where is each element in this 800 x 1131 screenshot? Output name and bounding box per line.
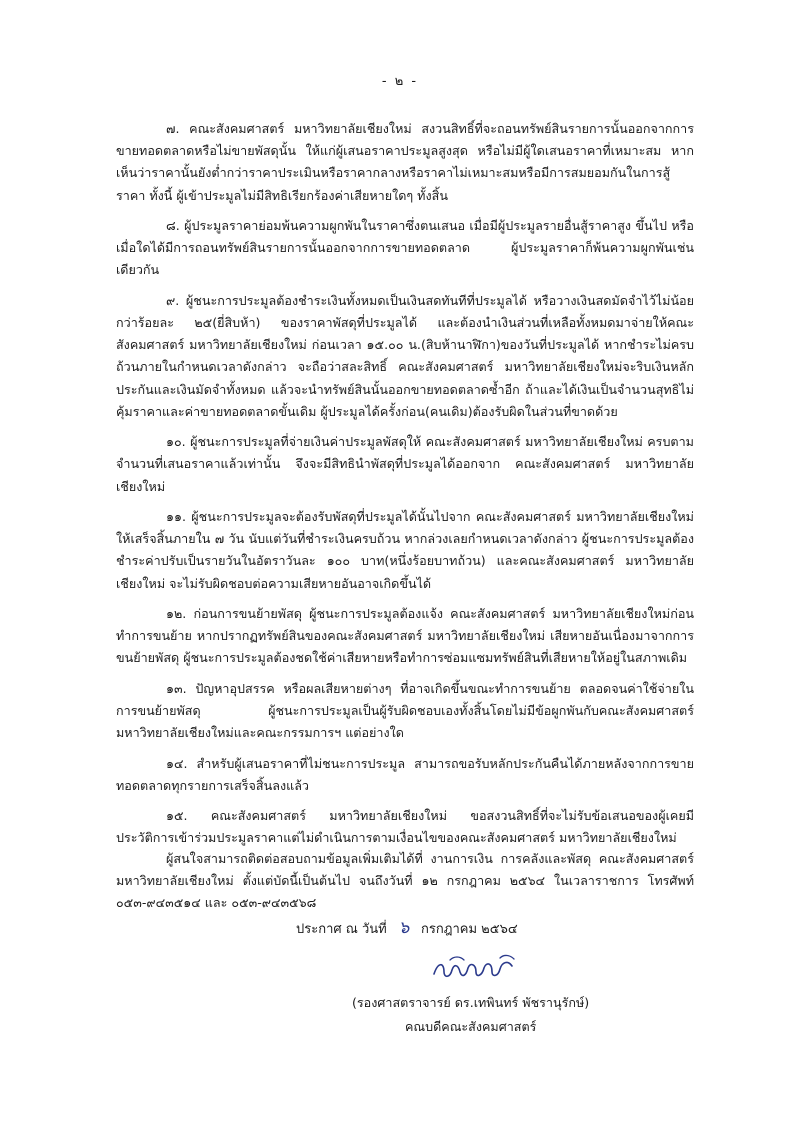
announcement-month-year: กรกฎาคม ๒๕๖๔ xyxy=(421,922,518,937)
condition-7: ๗. คณะสังคมศาสตร์ มหาวิทยาลัยเชียงใหม่ สงวนสิทธิ์ที่จะถอนทรัพย์สินรายการนั้นออกจากการขายทอดตลาดหรือไม่ขายพัสดุนั้น ให้แก่ผู้เสนอราคาประมูลสูงสุด หรือไม่มีผู้ใดเสนอราคาที่เหมาะสม หากเห็นว่าราคานั้นยังต่ำกว่าราคาประเมินหรือราคากลางหรือราคาไม่เหมาะสมหรือมีการสมยอมกันในการสู้ราคา ทั้งนี้ ผู้เข้าประมูลไม่มีสิทธิเรียกร้องค่าเสียหายใดๆ ทั้งสิ้น xyxy=(116,121,694,203)
condition-10: ๑๐. ผู้ชนะการประมูลที่จ่ายเงินค่าประมูลพัสดุให้ คณะสังคมศาสตร์ มหาวิทยาลัยเชียงใหม่ ครบตามจำนวนที่เสนอราคาแล้วเท่านั้น จึงจะมีสิทธินำพัสดุที่ประมูลได้ออกจาก คณะสังคมศาสตร์ มหาวิทยาลัยเชียงใหม่ xyxy=(116,434,694,494)
page-number: - ๒ - xyxy=(381,74,419,89)
condition-14: ๑๔. สำหรับผู้เสนอราคาที่ไม่ชนะการประมูล สามารถขอรับหลักประกันคืนได้ภายหลังจากการขายทอดตลาดทุกรายการเสร็จสิ้นลงแล้ว xyxy=(116,755,694,793)
announcement-prefix: ประกาศ ณ วันที่ xyxy=(296,922,387,937)
signer-name: (รองศาสตราจารย์ ดร.เทพินทร์ พัชรานุรักษ์) xyxy=(352,995,590,1010)
conditions-body xyxy=(116,118,694,858)
condition-9: ๙. ผู้ชนะการประมูลต้องชำระเงินทั้งหมดเป็นเงินสดทันทีที่ประมูลได้ หรือวางเงินสดมัดจำไว้ไม่น้อยกว่าร้อยละ ๒๕(ยี่สิบห้า) ของราคาพัสดุที่ประมูลได้ และต้องนำเงินส่วนที่เหลือทั้งหมดมาจ่ายให้คณะสังคมศาสตร์ มหาวิทยาลัยเชียงใหม่ ก่อนเวลา ๑๕.๐๐ น.(สิบห้านาฬิกา)ของวันที่ประมูลได้ หากชำระไม่ครบถ้วนภายในกำหนดเวลาดังกล่าว จะถือว่าสละสิทธิ์ คณะสังคมศาสตร์ มหาวิทยาลัยเชียงใหม่จะริบเงินหลักประกันและเงินมัดจำทั้งหมด แล้วจะนำทรัพย์สินนั้นออกขายทอดตลาดซ้ำอีก ถ้าและได้เงินเป็นจำนวนสุทธิไม่คุ้มราคาและค่าขายทอดตลาดขั้นเดิม ผู้ประมูลได้ครั้งก่อน(คนเดิม)ต้องรับผิดในส่วนที่ขาดด้วย xyxy=(116,292,694,419)
announcement-date xyxy=(296,914,518,941)
condition-12: ๑๒. ก่อนการขนย้ายพัสดุ ผู้ชนะการประมูลต้องแจ้ง คณะสังคมศาสตร์ มหาวิทยาลัยเชียงใหม่ก่อนทำการขนย้าย หากปรากฏทรัพย์สินของคณะสังคมศาสตร์ มหาวิทยาลัยเชียงใหม่ เสียหายอันเนื่องมาจากการขนย้ายพัสดุ ผู้ชนะการประมูลต้องชดใช้ค่าเสียหายหรือทำการซ่อมแซมทรัพย์สินที่เสียหายให้อยู่ในสภาพเดิม xyxy=(116,606,694,666)
condition-11: ๑๑. ผู้ชนะการประมูลจะต้องรับพัสดุที่ประมูลได้นั้นไปจาก คณะสังคมศาสตร์ มหาวิทยาลัยเชียงใหม่ให้เสร็จสิ้นภายใน ๗ วัน นับแต่วันที่ชำระเงินครบถ้วน หากล่วงเลยกำหนดเวลาดังกล่าว ผู้ชนะการประมูลต้องชำระค่าปรับเป็นรายวันในอัตราวันละ ๑๐๐ บาท(หนึ่งร้อยบาทถ้วน) และคณะสังคมศาสตร์ มหาวิทยาลัยเชียงใหม่ จะไม่รับผิดชอบต่อความเสียหายอันอาจเกิดขึ้นได้ xyxy=(116,509,694,591)
announcement-day: ๖ xyxy=(398,918,410,938)
condition-13: ๑๓. ปัญหาอุปสรรค หรือผลเสียหายต่างๆ ที่อาจเกิดขึ้นขณะทำการขนย้าย ตลอดจนค่าใช้จ่ายในการขนย้ายพัสดุ ผู้ชนะการประมูลเป็นผู้รับผิดชอบเองทั้งสิ้นโดยไม่มีข้อผูกพันกับคณะสังคมศาสตร์ มหาวิทยาลัยเชียงใหม่และคณะกรรมการฯ แต่อย่างใด xyxy=(116,680,694,741)
handwritten-signature-icon xyxy=(430,950,520,988)
contact-info: ผู้สนใจสามารถติดต่อสอบถามข้อมูลเพิ่มเติมได้ที่ งานการเงิน การคลังและพัสดุ คณะสังคมศาสตร์ มหาวิทยาลัยเชียงใหม่ ตั้งแต่บัดนี้เป็นต้นไป จนถึงวันที่ ๑๒ กรกฎาคม ๒๕๖๔ ในเวลาราชการ โทรศัพท์ ๐๕๓-๙๔๓๕๑๔ และ ๐๕๓-๙๔๓๕๖๘ xyxy=(116,851,694,911)
signer-position: คณบดีคณะสังคมศาสตร์ xyxy=(405,1019,537,1034)
condition-8: ๘. ผู้ประมูลราคาย่อมพ้นความผูกพันในราคาซึ่งตนเสนอ เมื่อมีผู้ประมูลรายอื่นสู้ราคาสูง ขึ้นไป หรือเมื่อใดได้มีการถอนทรัพย์สินรายการนั้นออกจากการขายทอดตลาด ผู้ประมูลราคาก็พ้นความผูกพันเช่นเดียวกัน xyxy=(116,218,694,278)
condition-15: ๑๕. คณะสังคมศาสตร์ มหาวิทยาลัยเชียงใหม่ ขอสงวนสิทธิ์ที่จะไม่รับข้อเสนอของผู้เคยมีประวัติการเข้าร่วมประมูลราคาแต่ไม่ดำเนินการตามเงื่อนไขของคณะสังคมศาสตร์ มหาวิทยาลัยเชียงใหม่ xyxy=(116,808,694,846)
